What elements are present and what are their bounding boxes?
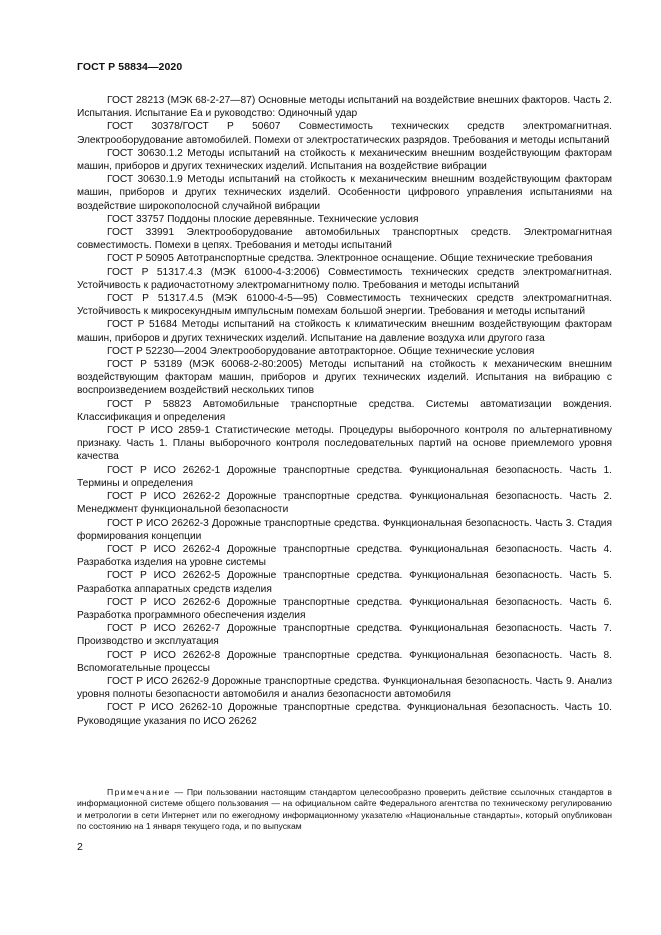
document-header: ГОСТ Р 58834—2020: [77, 61, 183, 73]
reference-item: ГОСТ Р 53189 (МЭК 60068-2-80:2005) Методы испытаний на стойкость к механическим внешним воздействующим факторам машин, приборов и других технических изделий. Испытания на вибрацию с воспроизведением воздействий нескольких типов: [77, 359, 612, 397]
reference-item: ГОСТ Р ИСО 26262-10 Дорожные транспортные средства. Функциональная безопасность. Часть 10. Руководящие указания по ИСО 26262: [77, 702, 612, 727]
reference-item: ГОСТ Р 51317.4.5 (МЭК 61000-4-5—95) Совместимость технических средств электромагнитная. Устойчивость к микросекундным импульсным помехам большой энергии. Требования и методы испытаний: [77, 293, 612, 318]
reference-item: ГОСТ Р ИСО 26262-5 Дорожные транспортные средства. Функциональная безопасность. Часть 5. Разработка аппаратных средств изделия: [77, 570, 612, 595]
reference-item: ГОСТ Р ИСО 26262-1 Дорожные транспортные средства. Функциональная безопасность. Часть 1. Термины и определения: [77, 464, 612, 489]
reference-item: ГОСТ Р 58823 Автомобильные транспортные средства. Системы автоматизации вождения. Классификация и определения: [77, 398, 612, 423]
reference-item: ГОСТ Р ИСО 26262-4 Дорожные транспортные средства. Функциональная безопасность. Часть 4. Разработка изделия на уровне системы: [77, 543, 612, 569]
reference-item: ГОСТ 30378/ГОСТ Р 50607 Совместимость технических средств электромагнитная. Электрооборудование автомобилей. Помехи от электростатических разрядов. Требования и методы испытаний: [77, 121, 612, 146]
footnote-note: [77, 787, 612, 833]
reference-item: ГОСТ Р ИСО 26262-3 Дорожные транспортные средства. Функциональная безопасность. Часть 3. Стадия формирования концепции: [77, 517, 612, 542]
reference-item: ГОСТ Р ИСО 26262-6 Дорожные транспортные средства. Функциональная безопасность. Часть 6. Разработка программного обеспечения изделия: [77, 596, 612, 621]
reference-item: ГОСТ Р 51684 Методы испытаний на стойкость к климатическим внешним воздействующим факторам машин, приборов и других технических изделий. Испытание на давление воздуха или другого газа: [77, 319, 612, 344]
reference-item: ГОСТ Р ИСО 26262-2 Дорожные транспортные средства. Функциональная безопасность. Часть 2. Менеджмент функциональной безопасности: [77, 491, 612, 516]
reference-item: ГОСТ 33757 Поддоны плоские деревянные. Технические условия: [107, 213, 419, 225]
reference-item: ГОСТ 30630.1.9 Методы испытаний на стойкость к механическим внешним воздействующим факторам машин, приборов и других технических изделий. Особенности цифрового управления испытаниями на воздействие широкополосной случайной вибрации: [77, 174, 612, 212]
reference-item: ГОСТ Р 52230—2004 Электрооборудование автотракторное. Общие технические условия: [107, 345, 535, 357]
reference-item: ГОСТ 28213 (МЭК 68-2-27—87) Основные методы испытаний на воздействие внешних факторов. Часть 2. Испытания. Испытание Еа и руководство: Одиночный удар: [77, 95, 612, 120]
note-label: Примечание: [107, 787, 171, 797]
reference-item: ГОСТ Р ИСО 26262-8 Дорожные транспортные средства. Функциональная безопасность. Часть 8. Вспомогательные процессы: [77, 649, 612, 674]
page-number: 2: [77, 841, 83, 853]
reference-item: ГОСТ Р 50905 Автотранспортные средства. Электронное оснащение. Общие технические требования: [107, 253, 593, 265]
note-text: — При пользовании настоящим стандартом целесообразно проверить действие ссылочных стандартов в информационной системе общего пользования — на официальном сайте Федерального агентства по техническому регулированию и метрологии в сети Интернет или по ежегодному информационному указателю «Национальные стандарты», который опубликован по состоянию на 1 января текущего года, и по выпускам: [77, 787, 612, 832]
normative-references-list: [77, 94, 612, 728]
reference-item: ГОСТ 30630.1.2 Методы испытаний на стойкость к механическим внешним воздействующим факторам машин, приборов и других технических изделий. Испытания на воздействие вибрации: [77, 147, 612, 173]
reference-item: ГОСТ Р ИСО 2859-1 Статистические методы. Процедуры выборочного контроля по альтернативному признаку. Часть 1. Планы выборочного контроля последовательных партий на основе приемлемого уровня качества: [77, 425, 612, 463]
reference-item: ГОСТ Р ИСО 26262-9 Дорожные транспортные средства. Функциональная безопасность. Часть 9. Анализ уровня полноты безопасности автомобиля и анализ безопасности автомобиля: [77, 675, 612, 701]
reference-item: ГОСТ Р 51317.4.3 (МЭК 61000-4-3:2006) Совместимость технических средств электромагнитная. Устойчивость к радиочастотному электромагнитному полю. Требования и методы испытаний: [77, 266, 612, 291]
reference-item: ГОСТ Р ИСО 26262-7 Дорожные транспортные средства. Функциональная безопасность. Часть 7. Производство и эксплуатация: [77, 623, 612, 648]
reference-item: ГОСТ 33991 Электрооборудование автомобильных транспортных средств. Электромагнитная совместимость. Помехи в цепях. Требования и методы испытаний: [77, 227, 612, 252]
